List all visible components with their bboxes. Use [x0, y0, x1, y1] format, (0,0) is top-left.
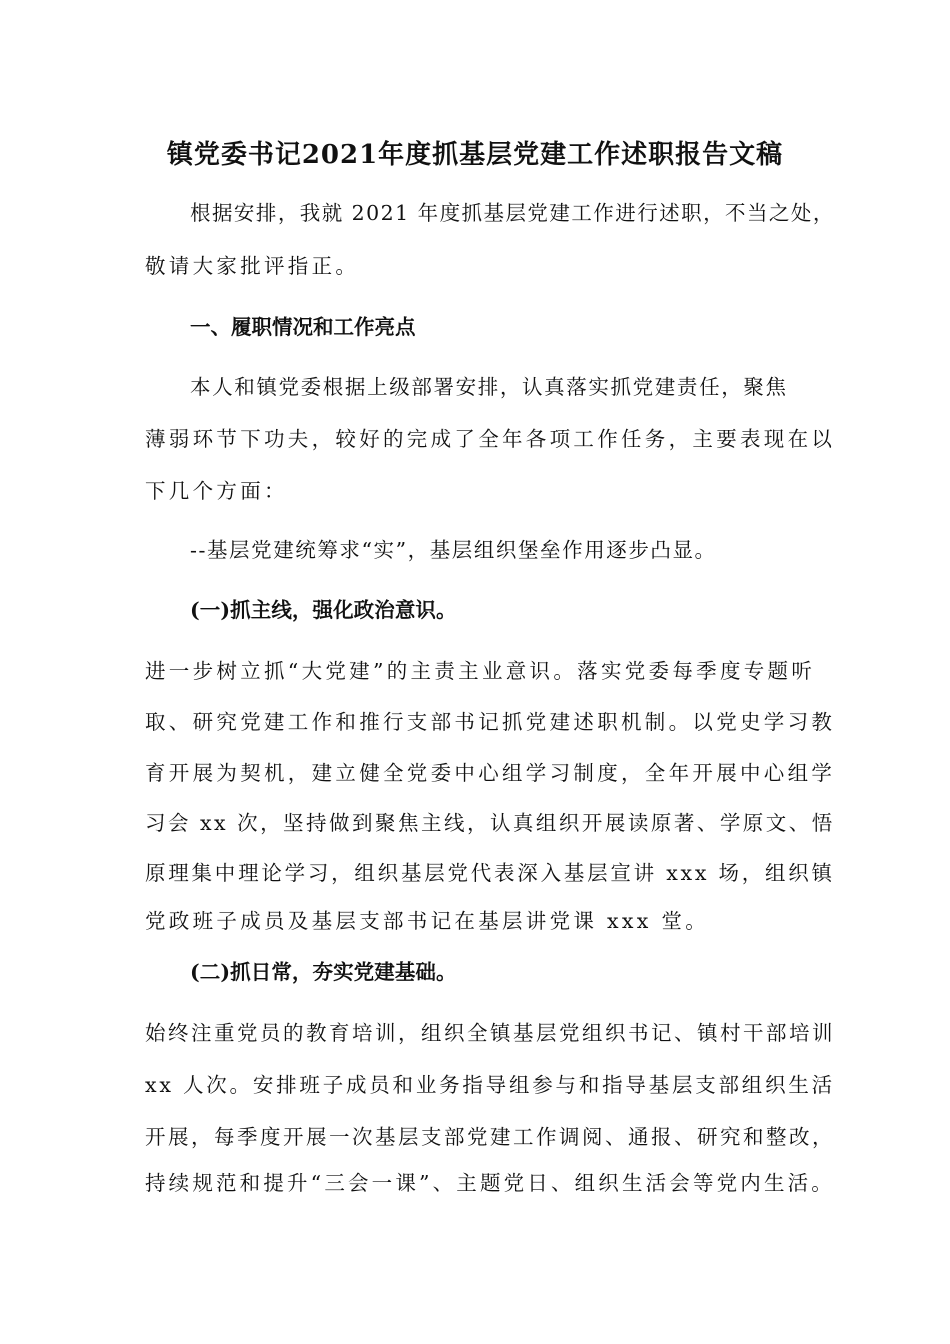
paragraph-line: 党政班子成员及基层支部书记在基层讲党课 xxx 堂。: [145, 909, 710, 933]
paragraph-line: 取、研究党建工作和推行支部书记抓党建述职机制。以党史学习教: [145, 710, 836, 734]
paragraph-line: 原理集中理论学习，组织基层党代表深入基层宣讲 xxx 场，组织镇: [145, 861, 835, 885]
paragraph-line: 根据安排，我就 2021 年度抓基层党建工作进行述职，不当之处，: [190, 201, 835, 225]
paragraph-line: 持续规范和提升“三会一课”、主题党日、组织生活会等党内生活。: [145, 1171, 835, 1195]
section-heading: 一、履职情况和工作亮点: [190, 315, 416, 339]
paragraph-line: 育开展为契机，建立健全党委中心组学习制度，全年开展中心组学: [145, 761, 836, 785]
paragraph-line: xx 人次。安排班子成员和业务指导组参与和指导基层支部组织生活: [145, 1073, 835, 1097]
paragraph-line: 开展，每季度开展一次基层支部党建工作调阅、通报、研究和整改，: [145, 1125, 835, 1149]
paragraph-line: 进一步树立抓“大党建”的主责主业意识。落实党委每季度专题听: [145, 659, 816, 683]
paragraph-line: --基层党建统筹求“实”，基层组织堡垒作用逐步凸显。: [190, 538, 717, 562]
subsection-heading: (二)抓日常，夯实党建基础。: [190, 960, 457, 984]
subsection-heading: (一)抓主线，强化政治意识。: [190, 598, 457, 622]
document-title: 镇党委书记2021年度抓基层党建工作述职报告文稿: [166, 140, 784, 170]
paragraph-line: 下几个方面：: [145, 479, 288, 503]
paragraph-line: 始终注重党员的教育培训，组织全镇基层党组织书记、镇村干部培训: [145, 1021, 835, 1045]
paragraph-line: 薄弱环节下功夫，较好的完成了全年各项工作任务，主要表现在以: [145, 427, 836, 451]
paragraph-line: 本人和镇党委根据上级部署安排，认真落实抓党建责任，聚焦: [190, 375, 788, 399]
paragraph-line: 习会 xx 次，坚持做到聚焦主线，认真组织开展读原著、学原文、悟: [145, 811, 835, 835]
paragraph-line: 敬请大家批评指正。: [145, 254, 360, 278]
